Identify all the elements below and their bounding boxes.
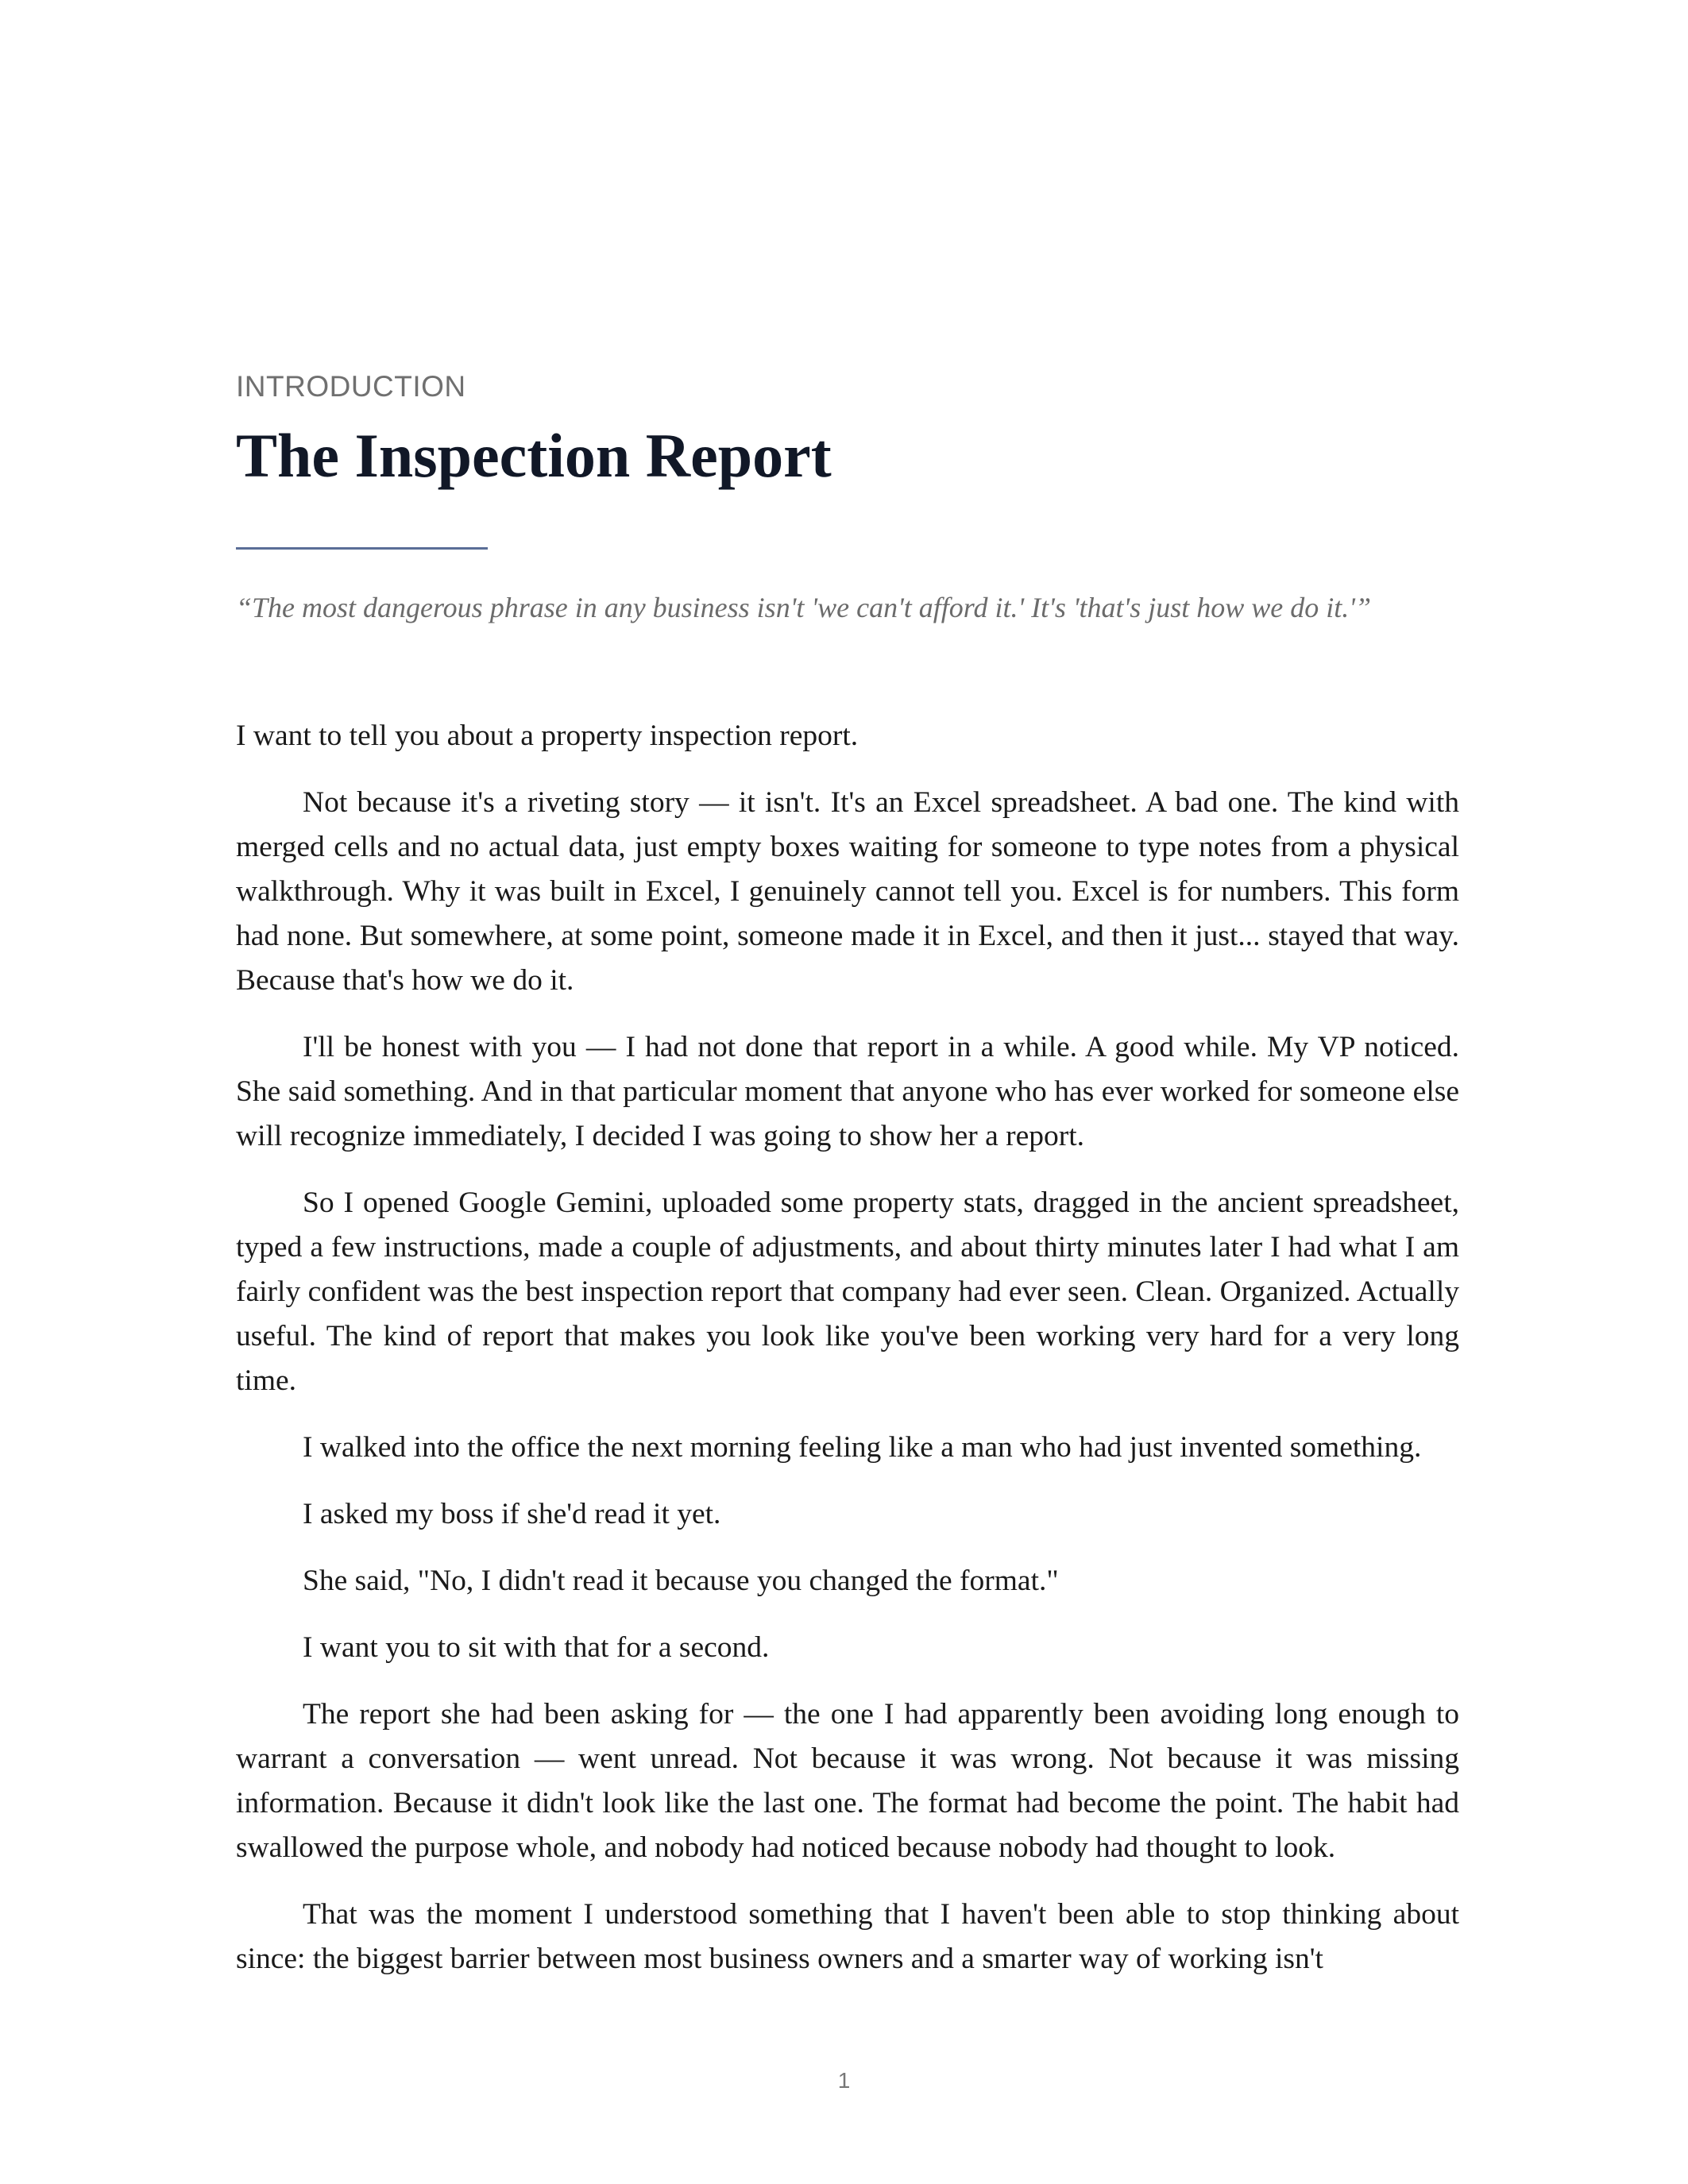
chapter-title: The Inspection Report bbox=[236, 421, 832, 491]
body-paragraph: She said, "No, I didn't read it because you changed the format." bbox=[303, 1564, 1059, 1597]
body-paragraph: I asked my boss if she'd read it yet. bbox=[303, 1497, 721, 1530]
body-paragraph: I want you to sit with that for a second. bbox=[303, 1630, 770, 1664]
body-paragraph: I'll be honest with you — I had not done that report in a while. A good while. My VP noticed. She said something. And in that particular moment that anyone who has ever worked for someone else will recognize immediately, I decided I was going to show her a report. bbox=[236, 1030, 1459, 1152]
body-paragraph: That was the moment I understood something that I haven't been able to stop thinking about since: the biggest barrier between most business owners and a smarter way of working isn't bbox=[236, 1897, 1459, 1975]
body-paragraph: I want to tell you about a property inspection report. bbox=[236, 719, 859, 752]
body-paragraph: Not because it's a riveting story — it isn't. It's an Excel spreadsheet. A bad one. The kind with merged cells and no actual data, just empty boxes waiting for someone to type notes from a physical walkthrough. Why it was built in Excel, I genuinely cannot tell you. Excel is for numbers. This form had none. But somewhere, at some point, someone made it in Excel, and then it just... stayed that way. Because that's how we do it. bbox=[236, 785, 1459, 997]
page-number: 1 bbox=[837, 2068, 851, 2093]
title-divider bbox=[236, 547, 488, 550]
chapter-content bbox=[236, 369, 1459, 2004]
body-text bbox=[236, 714, 1459, 1981]
body-paragraph: The report she had been asking for — the one I had apparently been avoiding long enough to warrant a conversation — went unread. Not because it was wrong. Not because it was missing information. Because it didn't look like the last one. The format had become the point. The habit had swallowed the purpose whole, and nobody had noticed because nobody had thought to look. bbox=[236, 1697, 1459, 1864]
chapter-eyebrow: INTRODUCTION bbox=[236, 370, 466, 403]
body-paragraph: I walked into the office the next morning feeling like a man who had just invented something. bbox=[303, 1430, 1422, 1464]
epigraph-quote: “The most dangerous phrase in any business isn't 'we can't afford it.' It's 'that's just how we do it.'” bbox=[236, 592, 1371, 624]
body-paragraph: So I opened Google Gemini, uploaded some property stats, dragged in the ancient spreadsheet, typed a few instructions, made a couple of adjustments, and about thirty minutes later I had what I am fairly confident was the best inspection report that company had ever seen. Clean. Organized. Actually useful. The kind of report that makes you look like you've been working very hard for a very long time. bbox=[236, 1186, 1459, 1397]
